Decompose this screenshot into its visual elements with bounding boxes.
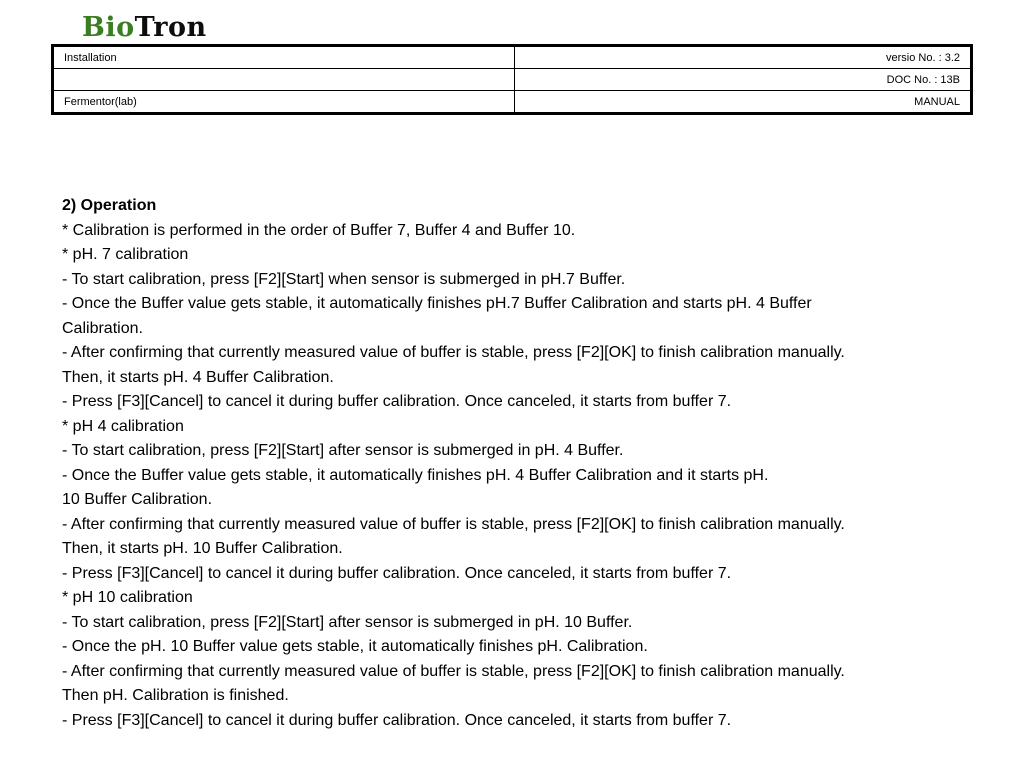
body-line: * Calibration is performed in the order of Buffer 7, Buffer 4 and Buffer 10.	[62, 221, 576, 239]
body-line: - Press [F3][Cancel] to cancel it during buffer calibration. Once canceled, it starts from buffer 7.	[62, 393, 732, 410]
header-doc-type-cell: MANUAL	[515, 91, 972, 114]
body-line: Then, it starts pH. 4 Buffer Calibration.	[62, 368, 334, 386]
body-line: - After confirming that currently measured value of buffer is stable, press [F2][OK] to finish calibration manually.	[62, 344, 845, 361]
body-line: 10 Buffer Calibration.	[62, 491, 213, 508]
body-line: - After confirming that currently measured value of buffer is stable, press [F2][OK] to finish calibration manually.	[62, 662, 845, 680]
logo-bio-text: Bio	[82, 12, 135, 43]
body-line: Then, it starts pH. 10 Buffer Calibration.	[62, 540, 343, 557]
body-line: - Press [F3][Cancel] to cancel it during buffer calibration. Once canceled, it starts from buffer 7.	[62, 564, 732, 582]
logo-tron-text: Tron	[134, 12, 207, 43]
body-line: * pH. 7 calibration	[62, 246, 189, 263]
document-header-table	[51, 44, 973, 115]
body-line: Calibration.	[62, 319, 143, 337]
body-line: - Once the pH. 10 Buffer value gets stable, it automatically finishes pH. Calibration.	[62, 638, 648, 655]
body-line: - Press [F3][Cancel] to cancel it during buffer calibration. Once canceled, it starts from buffer 7.	[62, 711, 732, 729]
body-line: - To start calibration, press [F2][Start] after sensor is submerged in pH. 10 Buffer.	[62, 613, 633, 631]
body-line: - To start calibration, press [F2][Start] after sensor is submerged in pH. 4 Buffer.	[62, 442, 624, 459]
body-line: * pH 10 calibration	[62, 589, 193, 606]
body-line: - After confirming that currently measured value of buffer is stable, press [F2][OK] to finish calibration manually.	[62, 515, 845, 533]
section-heading: 2) Operation	[62, 197, 157, 214]
header-version-cell: versio No. : 3.2	[515, 46, 972, 69]
body-line: - To start calibration, press [F2][Start] when sensor is submerged in pH.7 Buffer.	[62, 270, 626, 288]
header-empty-cell	[53, 69, 515, 91]
body-line: * pH 4 calibration	[62, 417, 184, 435]
header-row	[53, 69, 972, 91]
header-row	[53, 91, 972, 114]
header-doc-number-cell: DOC No. : 13B	[515, 69, 972, 91]
header-product-cell: Fermentor(lab)	[53, 91, 515, 114]
header-section-cell: Installation	[53, 46, 515, 69]
header-row	[53, 46, 972, 69]
body-line: Then pH. Calibration is finished.	[62, 687, 289, 704]
biotron-logo	[82, 10, 207, 46]
body-line: - Once the Buffer value gets stable, it automatically finishes pH. 4 Buffer Calibration and it starts pH.	[62, 466, 769, 484]
document-body	[62, 194, 962, 733]
body-line: - Once the Buffer value gets stable, it automatically finishes pH.7 Buffer Calibration and starts pH. 4 Buffer	[62, 295, 812, 312]
